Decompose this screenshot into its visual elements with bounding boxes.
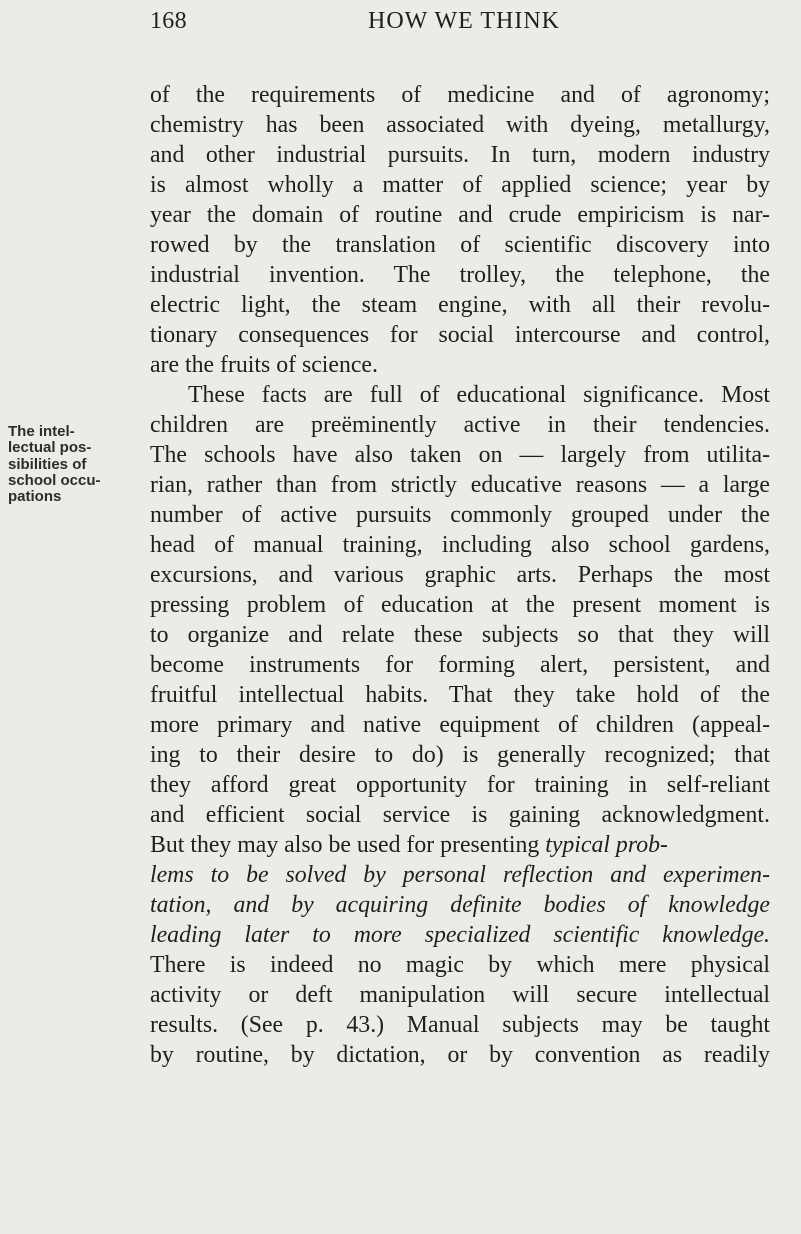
margin-note-line: The intel- (8, 423, 75, 440)
text-line: are the fruits of science. (150, 352, 378, 378)
text-line: head of manual training, including also school gardens, (150, 532, 770, 558)
page-number: 168 (150, 8, 187, 34)
text-segment: But they may also be used for presenting (150, 832, 540, 858)
text-line: results. (See p. 43.) Manual subjects may be taught (150, 1012, 770, 1038)
text-line: is almost wholly a matter of applied science; year by (150, 172, 770, 198)
text-line: tionary consequences for social intercourse and control, (150, 322, 770, 348)
text-line: to organize and relate these subjects so that they will (150, 622, 770, 648)
margin-note-line: lectual pos- (8, 439, 92, 457)
text-line: rian, rather than from strictly educative reasons — a large (150, 472, 770, 498)
margin-note (8, 424, 112, 505)
text-line: and efficient social service is gaining acknowledgment. (150, 802, 770, 828)
italic-phrase: typical prob- (545, 832, 668, 858)
page-header (0, 8, 801, 48)
text-line: year the domain of routine and crude empiricism is nar- (150, 202, 770, 228)
text-line: rowed by the translation of scientific discovery into (150, 232, 770, 258)
text-line: of the requirements of medicine and of agronomy; (150, 82, 770, 108)
text-line: become instruments for forming alert, persistent, and (150, 652, 770, 678)
running-head: HOW WE THINK (368, 8, 560, 34)
margin-note-line: sibilities of (8, 455, 87, 473)
text-line: more primary and native equipment of children (appeal- (150, 712, 770, 738)
body-text (150, 80, 770, 1070)
text-line: electric light, the steam engine, with all their revolu- (150, 292, 770, 318)
text-line: ing to their desire to do) is generally recognized; that (150, 742, 770, 768)
margin-note-line: school occu- (8, 471, 101, 489)
text-line: children are preëminently active in their tendencies. (150, 412, 770, 438)
italic-text-line: leading later to more specialized scientific knowledge. (150, 922, 770, 948)
text-line: fruitful intellectual habits. That they take hold of the (150, 682, 770, 708)
text-line: and other industrial pursuits. In turn, modern industry (150, 142, 770, 168)
text-line: they afford great opportunity for training in self-reliant (150, 772, 770, 798)
text-line: pressing problem of education at the present moment is (150, 592, 770, 618)
paragraph-first-line: These facts are full of educational significance. Most (188, 382, 770, 408)
text-line: The schools have also taken on — largely from utilita- (150, 442, 770, 468)
text-line: There is indeed no magic by which mere physical (150, 952, 770, 978)
text-line: by routine, by dictation, or by convention as readily (150, 1042, 770, 1068)
text-line: industrial invention. The trolley, the telephone, the (150, 262, 770, 288)
text-line: excursions, and various graphic arts. Perhaps the most (150, 562, 770, 588)
text-line-with-italic (150, 830, 770, 860)
italic-text-line: lems to be solved by personal reflection and experimen- (150, 862, 770, 888)
text-line: activity or deft manipulation will secure intellectual (150, 982, 770, 1008)
text-line: number of active pursuits commonly grouped under the (150, 502, 770, 528)
italic-text-line: tation, and by acquiring definite bodies of knowledge (150, 892, 770, 918)
text-line: chemistry has been associated with dyeing, metallurgy, (150, 112, 770, 138)
margin-note-line: pations (8, 488, 62, 506)
